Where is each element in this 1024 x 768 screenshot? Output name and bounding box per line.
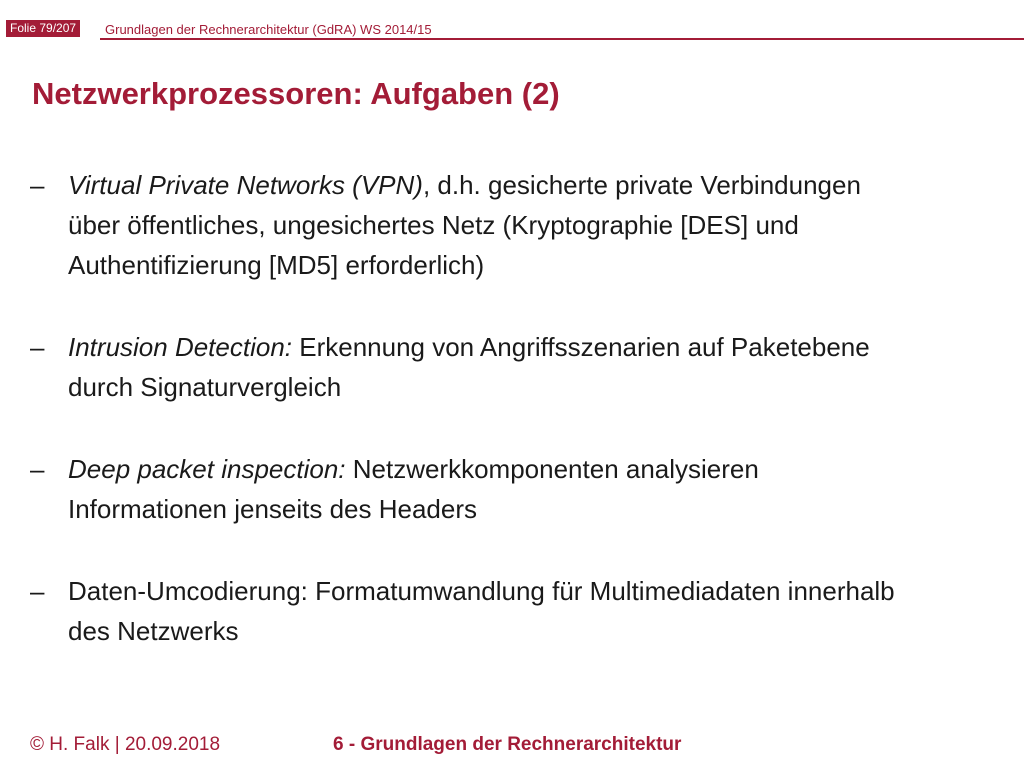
footer-chapter: 6 - Grundlagen der Rechnerarchitektur xyxy=(333,734,682,755)
bullet-dash: – xyxy=(30,332,45,362)
header-divider xyxy=(100,38,1024,40)
bullet-line: über öffentliches, ungesichertes Netz (Kryptographie [DES] und xyxy=(68,210,799,240)
bullet-line xyxy=(68,449,759,489)
bullet-term: Virtual Private Networks (VPN) xyxy=(68,170,423,200)
bullet-dash: – xyxy=(30,576,45,606)
bullet-dash: – xyxy=(30,170,45,200)
bullet-line: durch Signaturvergleich xyxy=(68,372,342,402)
bullet-text: Netzwerkkomponenten analysieren xyxy=(345,454,759,484)
bullet-line: Authentifizierung [MD5] erforderlich) xyxy=(68,250,485,280)
course-title: Grundlagen der Rechnerarchitektur (GdRA) WS 2014/15 xyxy=(105,22,432,37)
bullet-term: Intrusion Detection: xyxy=(68,332,293,362)
footer-author-date: © H. Falk | 20.09.2018 xyxy=(30,734,221,755)
bullet-text: Erkennung von Angriffsszenarien auf Paketebene xyxy=(292,332,870,362)
bullet-line: des Netzwerks xyxy=(68,616,239,646)
bullet-text: , d.h. gesicherte private Verbindungen xyxy=(422,170,861,200)
slide-number-badge: Folie 79/207 xyxy=(6,20,80,37)
bullet-term: Deep packet inspection: xyxy=(68,454,346,484)
bullet-line: Daten-Umcodierung: Formatumwandlung für Multimediadaten innerhalb xyxy=(68,576,895,606)
bullet-dash: – xyxy=(30,454,45,484)
bullet-line: Informationen jenseits des Headers xyxy=(68,494,478,524)
slide-title: Netzwerkprozessoren: Aufgaben (2) xyxy=(32,76,560,111)
bullet-line xyxy=(68,165,861,205)
slide-header xyxy=(0,0,1024,44)
bullet-line xyxy=(68,327,870,367)
